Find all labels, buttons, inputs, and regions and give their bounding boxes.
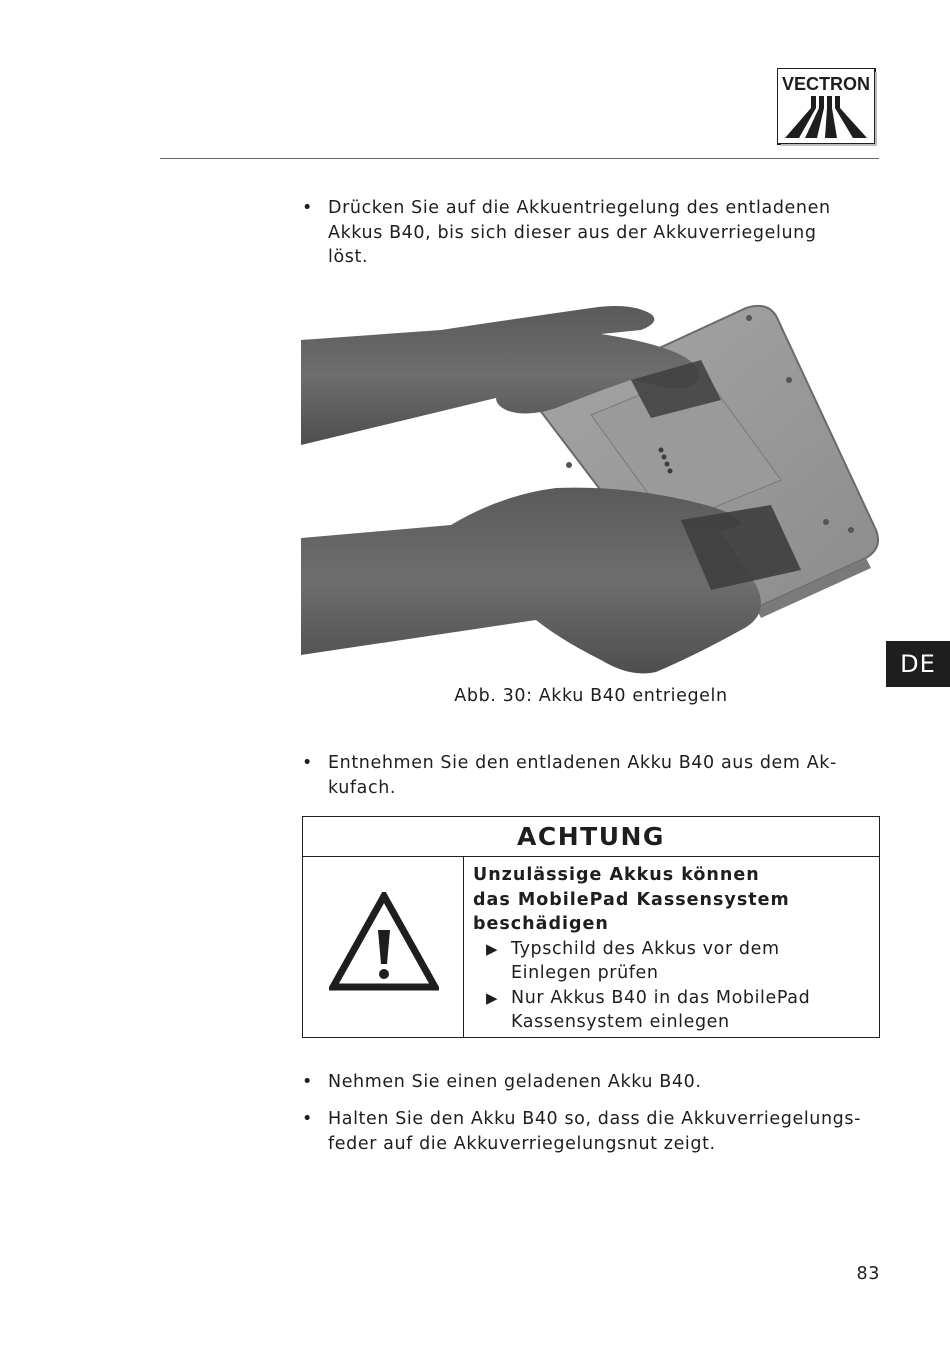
warning-step-text: Typschild des Akkus vor dem Einlegen prüfen [511, 938, 780, 983]
bullet-symbol: • [302, 1072, 313, 1092]
list-item [302, 196, 882, 270]
logo-text: VECTRON [781, 74, 871, 94]
header-rule [160, 158, 879, 159]
warning-icon-cell [303, 857, 464, 1037]
bullet-symbol: • [302, 1109, 313, 1129]
warning-heading: Unzulässige Akkus können das MobilePad Kassensystem beschädigen [473, 865, 790, 934]
language-tab: DE [886, 641, 950, 687]
list-item [302, 751, 882, 800]
warning-step [473, 986, 881, 1035]
warning-step [473, 937, 861, 986]
list-item [302, 1107, 882, 1156]
list-item [302, 1070, 882, 1095]
bullet-text: Nehmen Sie einen geladenen Akku B40. [328, 1072, 702, 1092]
page-number: 83 [856, 1264, 880, 1284]
figure-photo [301, 300, 879, 675]
bullet-symbol: • [302, 753, 313, 773]
bullet-symbol: • [302, 198, 313, 218]
bullet-text: Entnehmen Sie den entladenen Akku B40 aus dem Ak-kufach. [328, 753, 837, 798]
arrow-right-icon: ▶ [486, 939, 499, 958]
arrow-right-icon: ▶ [486, 988, 499, 1007]
figure-caption: Abb. 30: Akku B40 entriegeln [454, 686, 728, 706]
warning-title: ACHTUNG [303, 817, 879, 857]
warning-box [302, 816, 880, 1038]
vectron-logo [777, 68, 877, 146]
bullet-text: Drücken Sie auf die Akkuentriegelung des entladenen Akkus B40, bis sich dieser aus der Akkuverriegelung löst. [328, 198, 831, 267]
warning-step-text: Nur Akkus B40 in das MobilePad Kassensystem einlegen [511, 987, 811, 1032]
bullet-text: Halten Sie den Akku B40 so, dass die Akkuverriegelungs-feder auf die Akkuverriegelungsnut zeigt. [328, 1109, 862, 1154]
warning-triangle-icon [329, 892, 439, 992]
warning-text [473, 863, 878, 1035]
